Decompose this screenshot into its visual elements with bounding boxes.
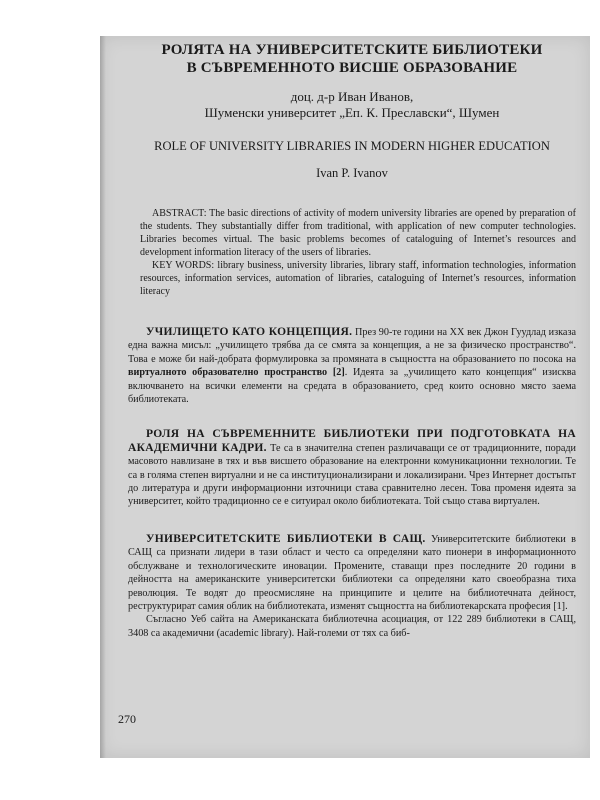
author-name-en: Ivan P. Ivanov xyxy=(316,166,388,180)
section-school-as-concept xyxy=(128,326,576,406)
section-paragraph xyxy=(128,326,576,406)
paper-title-en: ROLE OF UNIVERSITY LIBRARIES IN MODERN HIGHER EDUCATION xyxy=(154,139,550,153)
section-bold-phrase: виртуалното образователно пространство [2] xyxy=(128,367,345,379)
section-text: През 90-те години на XX век Джон Гуудлад изказа една важна мисъл: „училището трябва да се смята за концепция, а не за физическо пространство“. Това е може би най-добрата формулировка за промяната в същността на образованието по посока на xyxy=(128,327,576,365)
section-paragraph xyxy=(128,428,576,508)
section-text: Те са в значителна степен различаващи се от традиционните, поради масовото навлизане в тях и във висшето образование на електронни комуникационни технологии. Те са в голяма степен виртуални и не са институционализирани и локализирани. Чрез Интернет достъпът до литература и други информационни източници става сравнително лесен. Това променя идеята за университет, който традиционно се е ситуирал около библиотеката. Той също става виртуален. xyxy=(128,442,576,508)
author-affiliation-bg: Шуменски университет „Еп. К. Преславски“, Шумен xyxy=(204,105,500,120)
paper-title-line-1: РОЛЯТА НА УНИВЕРСИТЕТСКИТЕ БИБЛИОТЕКИ xyxy=(161,42,543,58)
abstract-block xyxy=(128,207,576,298)
page-number: 270 xyxy=(118,712,136,726)
page-content xyxy=(128,36,576,640)
section-paragraph xyxy=(128,533,576,613)
abstract-text: ABSTRACT: The basic directions of activity of modern university libraries are opened by preparation of the students. They substantially differ from traditional, with application of new computer technologies. Libraries becomes virtual. The basic problems becomes of cataloguing of Internet’s resources and development information literacy of the users of libraries. xyxy=(140,208,576,258)
section-heading: РОЛЯ НА СЪВРЕМЕННИТЕ БИБЛИОТЕКИ ПРИ ПОДГОТОВКАТА НА АКАДЕМИЧНИ КАДРИ. xyxy=(128,428,576,454)
section-heading: УНИВЕРСИТЕТСКИТЕ БИБЛИОТЕКИ В САЩ. xyxy=(146,532,426,545)
author-name-bg: доц. д-р Иван Иванов, xyxy=(290,89,414,104)
section-us-libraries xyxy=(128,533,576,640)
section-text: Университетските библиотеки в САЩ са признати лидери в тази област и често са определяни като пионери в информационното обслужване и технологическите иновации. Промените, ставащи през последните 20 години в дейността на американските университетски библиотеки са определяни като своеобразна тиха революция. Те водят до преосмисляне на принципите и целите на библиотечната дейност, реструктурират самия облик на библиотеката, изменят същността на библиотекарската професия [1]. xyxy=(128,533,576,612)
section-text-cont: . Идеята за „училището като концепция“ изисква включването на всички елементи на средата в образованието, сред които основно място заема библиотеката. xyxy=(128,367,576,406)
section-heading: УЧИЛИЩЕТО КАТО КОНЦЕПЦИЯ. xyxy=(146,326,353,338)
paper-title-line-2: В СЪВРЕМЕННОТО ВИСШЕ ОБРАЗОВАНИЕ xyxy=(186,60,518,76)
page-spine-shadow xyxy=(100,36,106,758)
section-role-of-libraries xyxy=(128,428,576,508)
section-paragraph-2: Съгласно Уеб сайта на Американската библиотечна асоциация, от 122 289 библиотеки в САЩ, 3408 са академични (academic library). Най-големи от тях са биб- xyxy=(128,614,576,639)
keywords-text: KEY WORDS: library business, university libraries, library staff, information technologies, information resources, information services, automation of libraries, cataloguing of Internet’s resources, information literacy xyxy=(140,260,576,297)
